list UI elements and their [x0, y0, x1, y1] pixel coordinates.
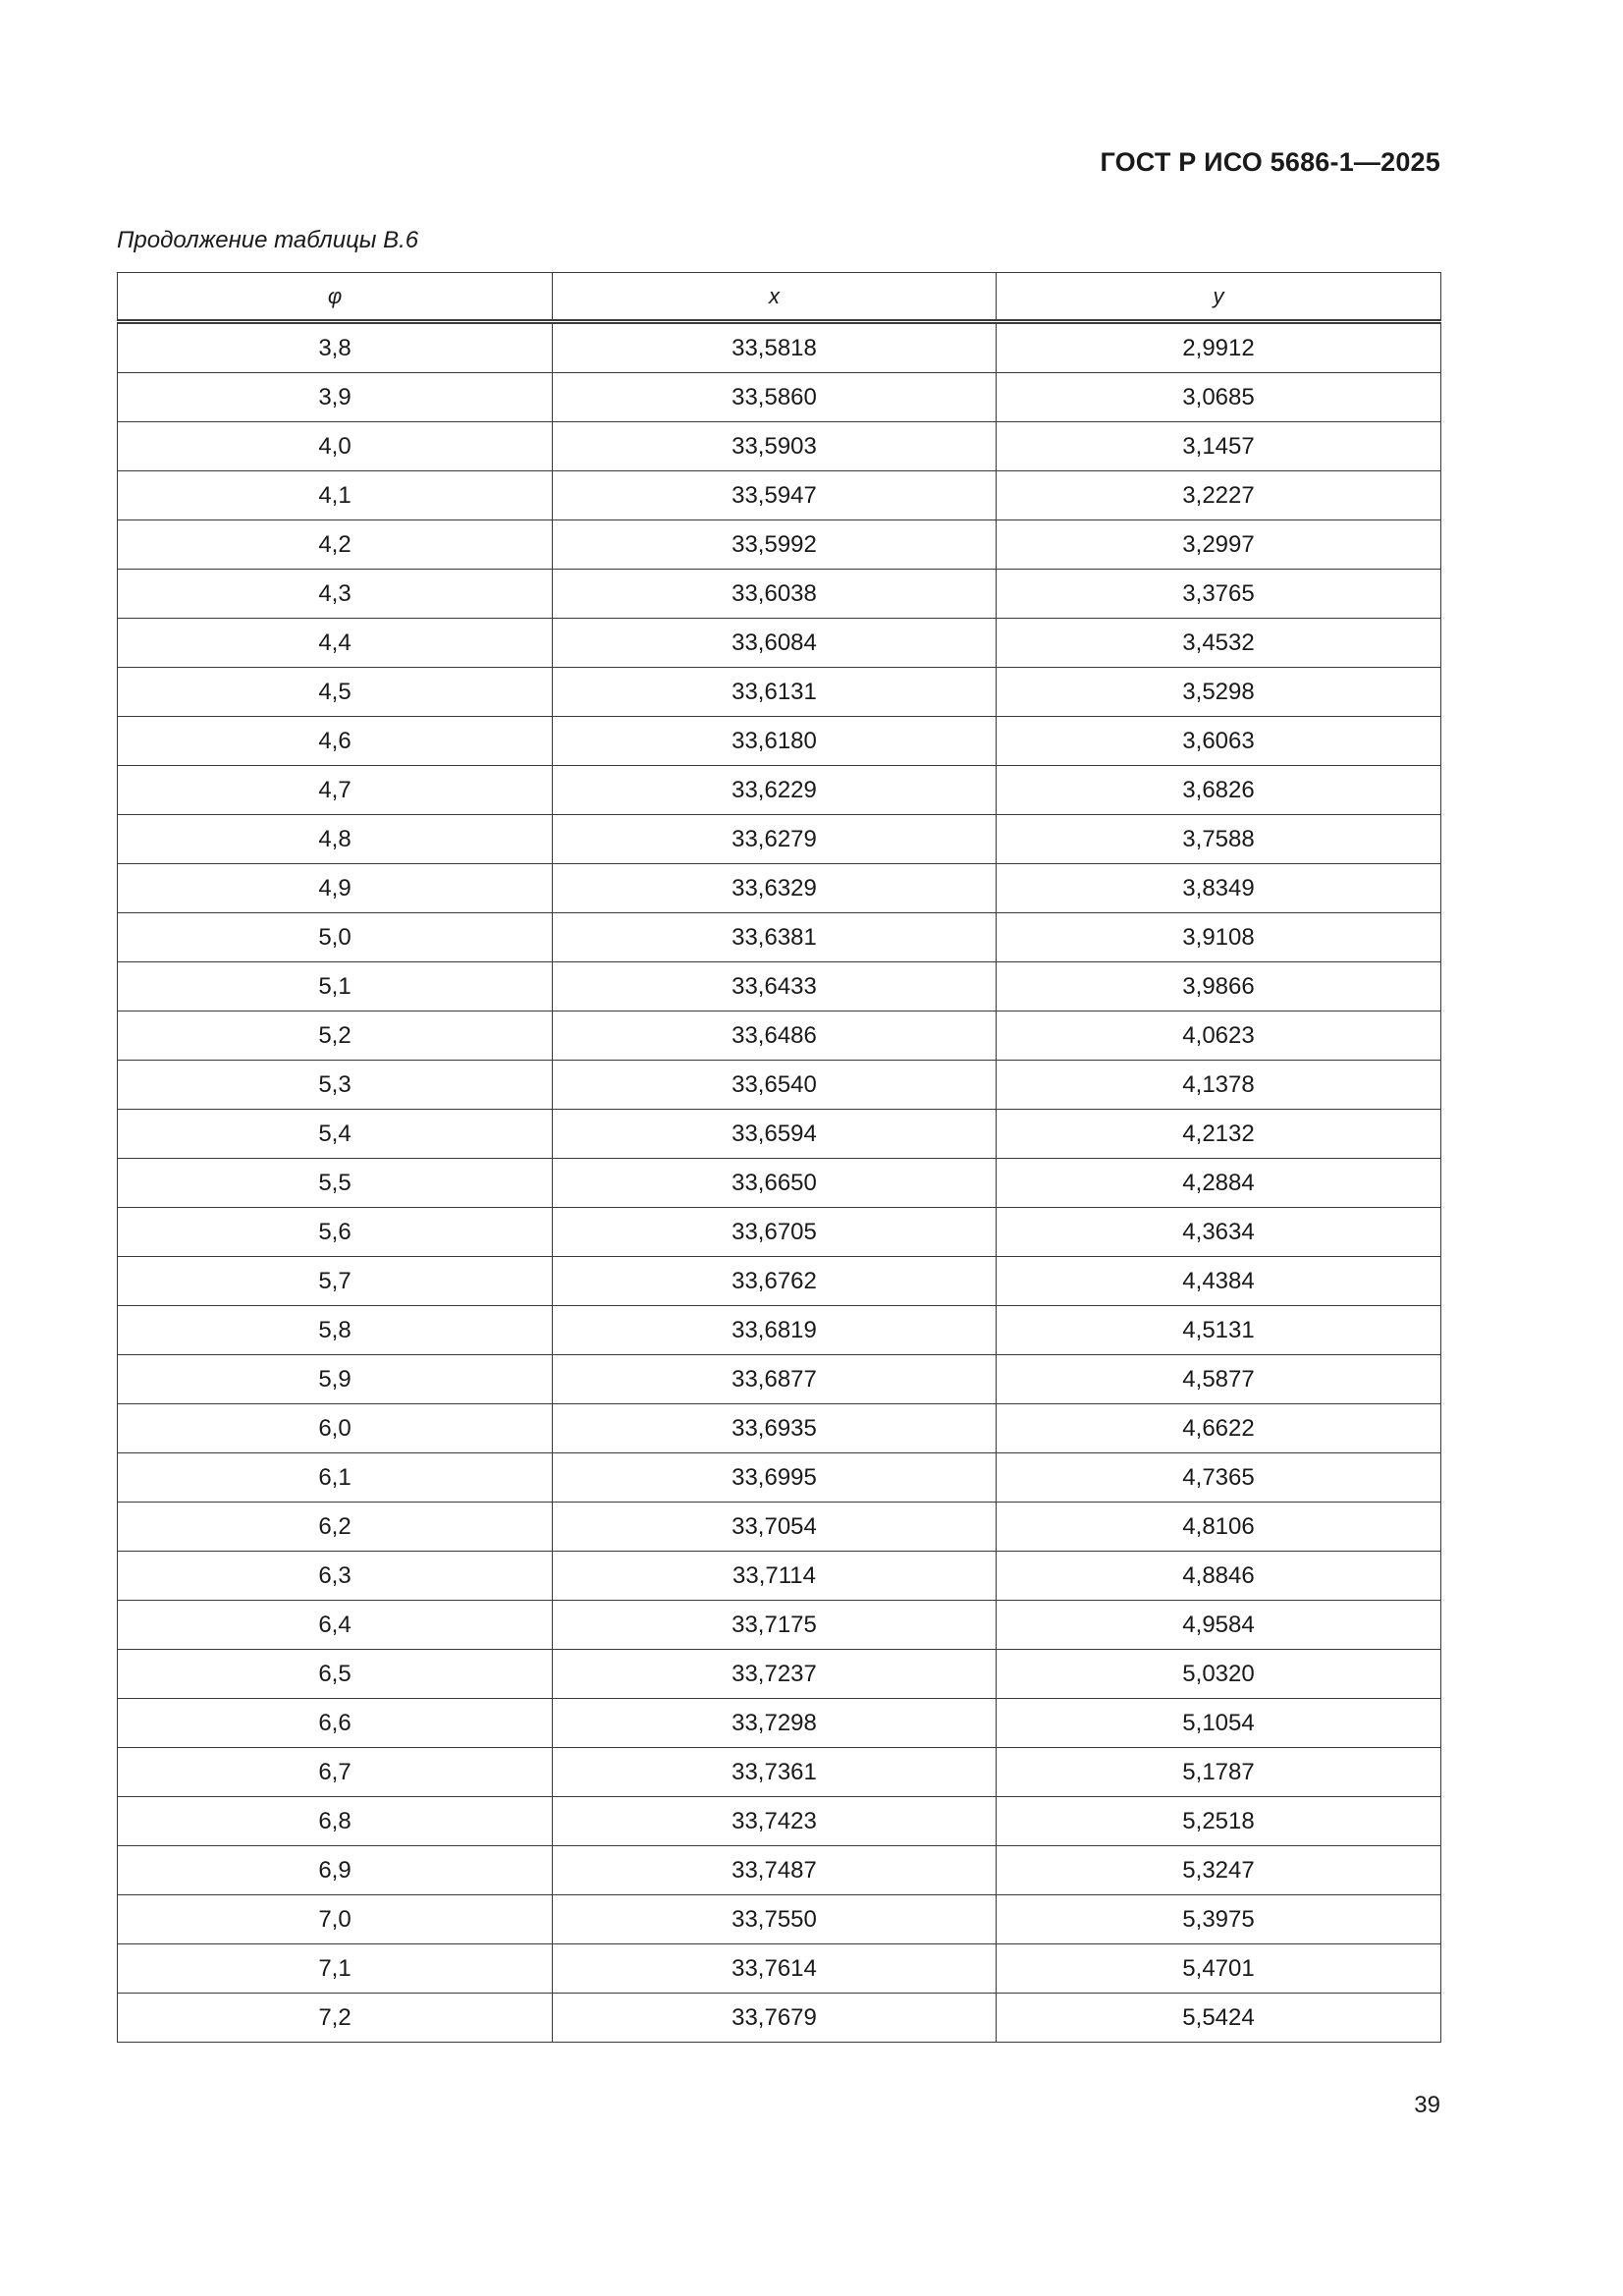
- cell-phi: 6,6: [118, 1699, 553, 1748]
- cell-x: 33,5903: [553, 422, 997, 471]
- cell-y: 5,4701: [997, 1944, 1441, 1994]
- table-row: [118, 373, 1441, 422]
- table-row: [118, 1110, 1441, 1159]
- table-row: [118, 1159, 1441, 1208]
- cell-phi: 5,2: [118, 1011, 553, 1061]
- table-row: [118, 668, 1441, 717]
- cell-phi: 5,4: [118, 1110, 553, 1159]
- table-row: [118, 766, 1441, 815]
- cell-x: 33,6650: [553, 1159, 997, 1208]
- cell-x: 33,6705: [553, 1208, 997, 1257]
- cell-x: 33,7175: [553, 1601, 997, 1650]
- cell-y: 3,3765: [997, 570, 1441, 619]
- cell-phi: 4,6: [118, 717, 553, 766]
- cell-y: 4,6622: [997, 1404, 1441, 1453]
- cell-phi: 5,8: [118, 1306, 553, 1355]
- cell-phi: 5,6: [118, 1208, 553, 1257]
- cell-y: 4,1378: [997, 1061, 1441, 1110]
- cell-phi: 6,9: [118, 1846, 553, 1895]
- cell-phi: 5,9: [118, 1355, 553, 1404]
- cell-phi: 6,2: [118, 1503, 553, 1552]
- cell-x: 33,7054: [553, 1503, 997, 1552]
- cell-y: 3,9866: [997, 962, 1441, 1011]
- cell-phi: 4,1: [118, 471, 553, 520]
- cell-x: 33,7487: [553, 1846, 997, 1895]
- cell-y: 5,0320: [997, 1650, 1441, 1699]
- header-row: [118, 273, 1441, 322]
- table-row: [118, 1355, 1441, 1404]
- cell-y: 5,1787: [997, 1748, 1441, 1797]
- cell-y: 4,4384: [997, 1257, 1441, 1306]
- column-header-phi: φ: [118, 273, 553, 322]
- table-row: [118, 1404, 1441, 1453]
- cell-y: 3,9108: [997, 913, 1441, 962]
- column-header-y: y: [997, 273, 1441, 322]
- table-header: [118, 273, 1441, 322]
- cell-y: 3,6063: [997, 717, 1441, 766]
- table-row: [118, 962, 1441, 1011]
- document-code: ГОСТ Р ИСО 5686-1—2025: [1100, 147, 1440, 177]
- table-row: [118, 864, 1441, 913]
- cell-x: 33,6877: [553, 1355, 997, 1404]
- cell-x: 33,6540: [553, 1061, 997, 1110]
- cell-x: 33,6229: [553, 766, 997, 815]
- cell-x: 33,5947: [553, 471, 997, 520]
- cell-x: 33,7298: [553, 1699, 997, 1748]
- cell-x: 33,6084: [553, 619, 997, 668]
- cell-y: 3,2997: [997, 520, 1441, 570]
- data-table: [117, 272, 1441, 2043]
- cell-phi: 6,3: [118, 1552, 553, 1601]
- cell-x: 33,7114: [553, 1552, 997, 1601]
- cell-x: 33,6935: [553, 1404, 997, 1453]
- cell-x: 33,6038: [553, 570, 997, 619]
- cell-y: 3,2227: [997, 471, 1441, 520]
- cell-phi: 6,8: [118, 1797, 553, 1846]
- table-row: [118, 1453, 1441, 1503]
- cell-phi: 7,2: [118, 1994, 553, 2043]
- table-row: [118, 1650, 1441, 1699]
- cell-phi: 4,0: [118, 422, 553, 471]
- table-row: [118, 520, 1441, 570]
- cell-x: 33,5818: [553, 322, 997, 373]
- cell-phi: 6,7: [118, 1748, 553, 1797]
- cell-y: 4,9584: [997, 1601, 1441, 1650]
- table-row: [118, 1011, 1441, 1061]
- table-row: [118, 717, 1441, 766]
- cell-y: 3,4532: [997, 619, 1441, 668]
- cell-phi: 4,4: [118, 619, 553, 668]
- cell-x: 33,6819: [553, 1306, 997, 1355]
- table-row: [118, 1061, 1441, 1110]
- table-row: [118, 1846, 1441, 1895]
- cell-phi: 4,2: [118, 520, 553, 570]
- cell-y: 3,0685: [997, 373, 1441, 422]
- cell-y: 4,5877: [997, 1355, 1441, 1404]
- table-row: [118, 1797, 1441, 1846]
- table-caption: Продолжение таблицы В.6: [117, 227, 419, 253]
- table-row: [118, 1748, 1441, 1797]
- cell-phi: 6,4: [118, 1601, 553, 1650]
- cell-x: 33,6433: [553, 962, 997, 1011]
- table-row: [118, 1306, 1441, 1355]
- cell-x: 33,6381: [553, 913, 997, 962]
- cell-phi: 5,1: [118, 962, 553, 1011]
- cell-y: 5,3975: [997, 1895, 1441, 1944]
- cell-y: 4,8846: [997, 1552, 1441, 1601]
- cell-phi: 6,1: [118, 1453, 553, 1503]
- cell-phi: 7,1: [118, 1944, 553, 1994]
- cell-x: 33,7679: [553, 1994, 997, 2043]
- cell-x: 33,6180: [553, 717, 997, 766]
- table-row: [118, 422, 1441, 471]
- cell-x: 33,6594: [553, 1110, 997, 1159]
- cell-x: 33,6762: [553, 1257, 997, 1306]
- cell-y: 5,5424: [997, 1994, 1441, 2043]
- cell-y: 3,8349: [997, 864, 1441, 913]
- cell-y: 4,3634: [997, 1208, 1441, 1257]
- cell-phi: 3,8: [118, 322, 553, 373]
- cell-phi: 7,0: [118, 1895, 553, 1944]
- table-row: [118, 1208, 1441, 1257]
- cell-x: 33,6486: [553, 1011, 997, 1061]
- table-row: [118, 322, 1441, 373]
- column-header-x: x: [553, 273, 997, 322]
- cell-phi: 3,9: [118, 373, 553, 422]
- cell-phi: 6,0: [118, 1404, 553, 1453]
- table-row: [118, 913, 1441, 962]
- table-row: [118, 570, 1441, 619]
- cell-y: 5,3247: [997, 1846, 1441, 1895]
- table-row: [118, 1257, 1441, 1306]
- table-body: [118, 322, 1441, 2043]
- cell-x: 33,7237: [553, 1650, 997, 1699]
- table-row: [118, 471, 1441, 520]
- cell-phi: 6,5: [118, 1650, 553, 1699]
- table-row: [118, 1503, 1441, 1552]
- table-row: [118, 1944, 1441, 1994]
- cell-y: 3,7588: [997, 815, 1441, 864]
- cell-phi: 4,5: [118, 668, 553, 717]
- cell-x: 33,5860: [553, 373, 997, 422]
- cell-y: 5,1054: [997, 1699, 1441, 1748]
- cell-phi: 5,0: [118, 913, 553, 962]
- cell-phi: 4,3: [118, 570, 553, 619]
- cell-phi: 4,9: [118, 864, 553, 913]
- cell-y: 3,5298: [997, 668, 1441, 717]
- cell-phi: 4,8: [118, 815, 553, 864]
- table-row: [118, 1601, 1441, 1650]
- cell-y: 2,9912: [997, 322, 1441, 373]
- table-row: [118, 1699, 1441, 1748]
- cell-phi: 4,7: [118, 766, 553, 815]
- cell-y: 4,2884: [997, 1159, 1441, 1208]
- cell-y: 4,5131: [997, 1306, 1441, 1355]
- cell-x: 33,7361: [553, 1748, 997, 1797]
- cell-phi: 5,5: [118, 1159, 553, 1208]
- cell-x: 33,7423: [553, 1797, 997, 1846]
- cell-x: 33,6995: [553, 1453, 997, 1503]
- cell-x: 33,7550: [553, 1895, 997, 1944]
- table-row: [118, 1552, 1441, 1601]
- cell-y: 4,8106: [997, 1503, 1441, 1552]
- cell-y: 4,7365: [997, 1453, 1441, 1503]
- cell-y: 4,0623: [997, 1011, 1441, 1061]
- table-row: [118, 815, 1441, 864]
- cell-y: 3,1457: [997, 422, 1441, 471]
- cell-y: 4,2132: [997, 1110, 1441, 1159]
- page-number: 39: [1414, 2092, 1440, 2118]
- cell-x: 33,6131: [553, 668, 997, 717]
- cell-phi: 5,3: [118, 1061, 553, 1110]
- cell-x: 33,6329: [553, 864, 997, 913]
- table-row: [118, 1895, 1441, 1944]
- cell-y: 5,2518: [997, 1797, 1441, 1846]
- cell-phi: 5,7: [118, 1257, 553, 1306]
- table-row: [118, 619, 1441, 668]
- cell-y: 3,6826: [997, 766, 1441, 815]
- cell-x: 33,5992: [553, 520, 997, 570]
- cell-x: 33,6279: [553, 815, 997, 864]
- table-row: [118, 1994, 1441, 2043]
- cell-x: 33,7614: [553, 1944, 997, 1994]
